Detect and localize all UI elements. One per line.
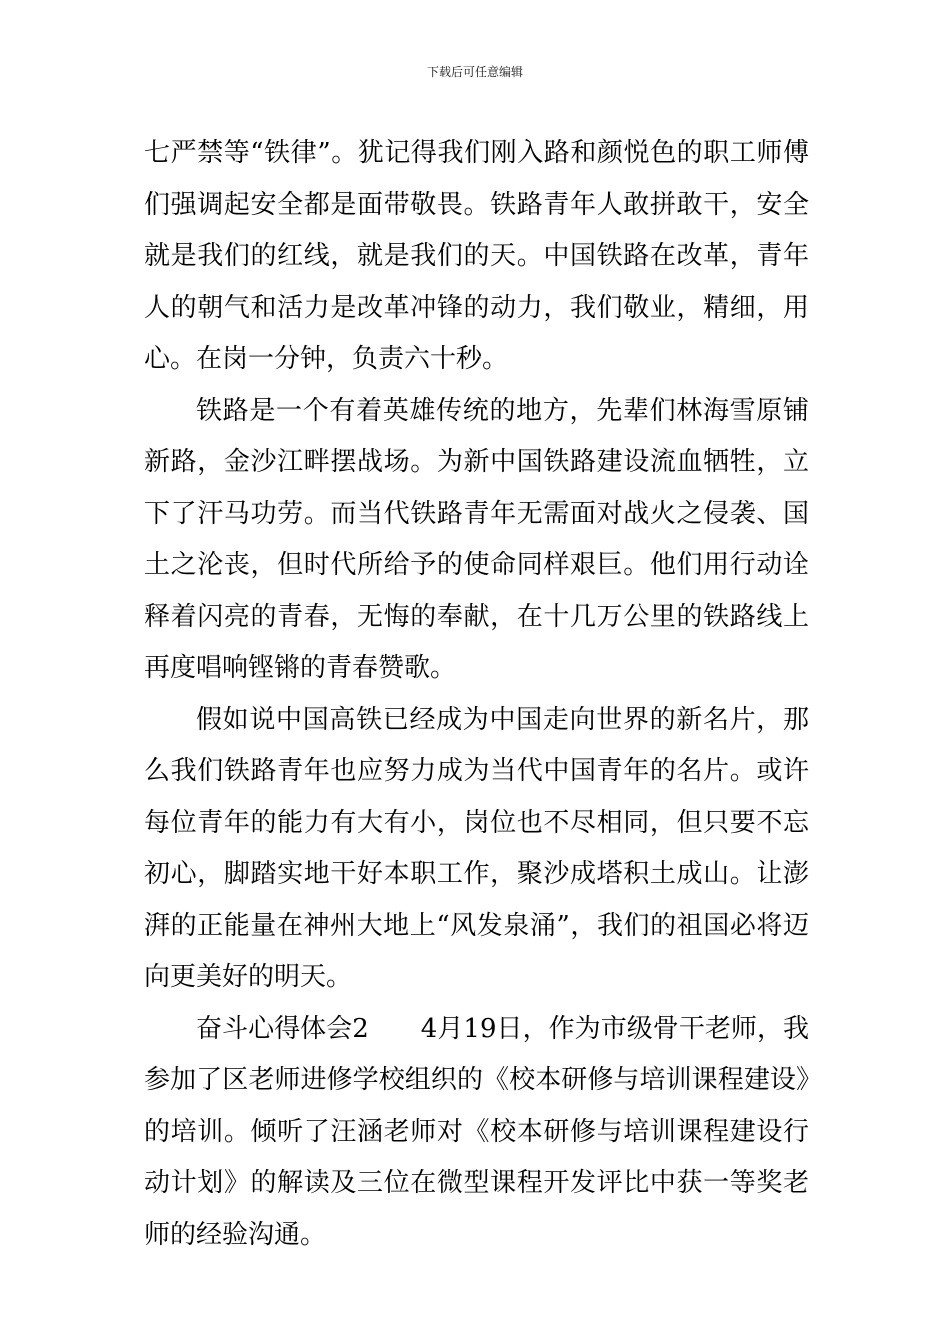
document-body	[144, 128, 809, 1261]
paragraph-2: 铁路是一个有着英雄传统的地方，先辈们林海雪原铺新路，金沙江畔摆战场。为新中国铁路建设流血牺牲，立下了汗马功劳。而当代铁路青年无需面对战火之侵袭、国土之沦丧，但时代所给予的使命同样艰巨。他们用行动诠释着闪亮的青春，无悔的奉献，在十几万公里的铁路线上再度唱响铿锵的青春赞歌。	[144, 395, 809, 683]
paragraph-4	[144, 1004, 809, 1262]
page-header: 下载后可任意编辑	[426, 65, 523, 79]
section-title: 奋斗心得体会2	[196, 1013, 369, 1044]
paragraph-1: 七严禁等“铁律”。犹记得我们刚入路和颜悦色的职工师傅们强调起安全都是面带敬畏。铁路青年人敢拼敢干，安全就是我们的红线，就是我们的天。中国铁路在改革，青年人的朝气和活力是改革冲锋的动力，我们敬业，精细，用心。在岗一分钟，负责六十秒。	[144, 138, 809, 374]
paragraph-3: 假如说中国高铁已经成为中国走向世界的新名片，那么我们铁路青年也应努力成为当代中国青年的名片。或许每位青年的能力有大有小，岗位也不尽相同，但只要不忘初心，脚踏实地干好本职工作，聚沙成塔积土成山。让澎湃的正能量在神州大地上“风发泉涌”，我们的祖国必将迈向更美好的明天。	[144, 704, 809, 992]
paragraph-4-text: 4月19日，作为市级骨干老师，我参加了区老师进修学校组织的《校本研修与培训课程建设》的培训。倾听了汪涵老师对《校本研修与培训课程建设行动计划》的解读及三位在微型课程开发评比中获一等奖老师的经验沟通。	[144, 1013, 809, 1250]
